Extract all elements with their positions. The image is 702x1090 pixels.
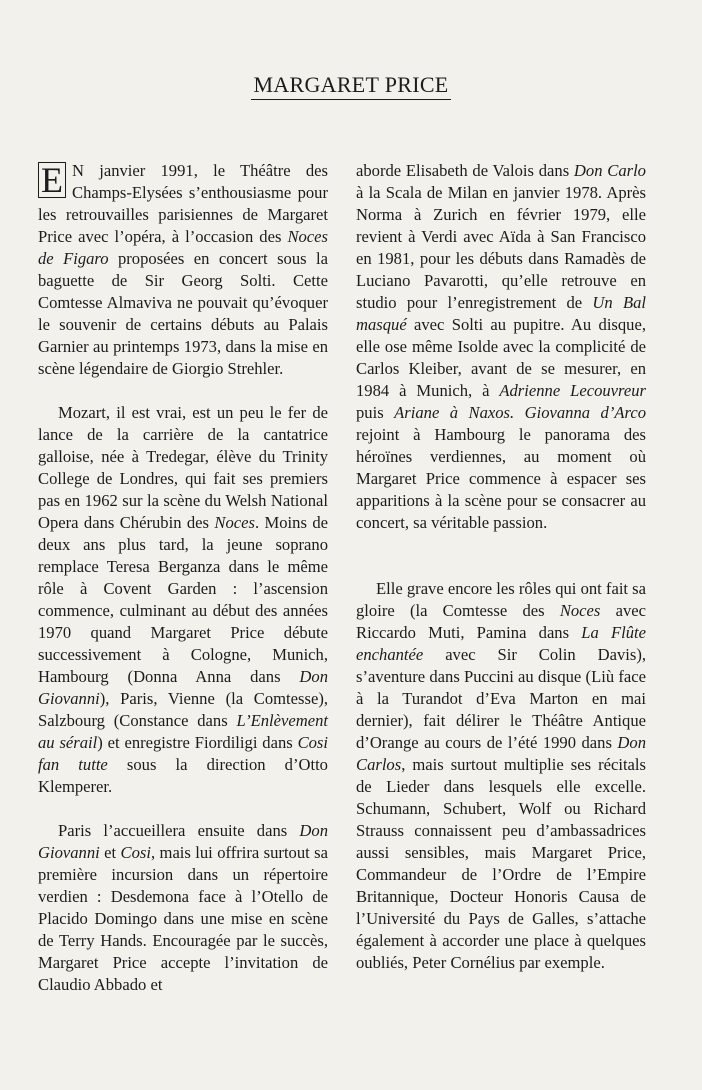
paragraph: Mozart, il est vrai, est un peu le fer de lance de la carrière de la cantatrice galloise, née à Tredegar, élève du Trinity College de Londres, qui fait ses premiers pas en 1962 sur la scène du Welsh National Opera dans Chérubin des Noces. Moins de deux ans plus tard, la jeune soprano remplace Teresa Berganza dans le même rôle à Covent Garden : l’ascension commence, culminant au début des années 1970 quand Margaret Price débute successivement à Cologne, Munich, Hambourg (Donna Anna dans Don Giovanni), Paris, Vienne (la Comtesse), Salzbourg (Constance dans L’Enlèvement au sérail) et enregistre Fiordiligi dans Cosi fan tutte sous la direction d’Otto Klemperer. xyxy=(38,403,328,796)
right-column xyxy=(356,160,646,974)
page-title: MARGARET PRICE xyxy=(0,72,702,98)
paragraph: aborde Elisabeth de Valois dans Don Carlo à la Scala de Milan en janvier 1978. Après Norma à Zurich en février 1979, elle revient à Verdi avec Aïda à San Francisco en 1981, pour les débuts dans Ramadès de Luciano Pavarotti, qu’elle retrouve en studio pour l’enregistrement de Un Bal masqué avec Solti au pupitre. Au disque, elle ose même Isolde avec la complicité de Carlos Kleiber, avant de se mesurer, en 1984 à Munich, à Adrienne Lecouvreur puis Ariane à Naxos. Giovanna d’Arco rejoint à Hambourg le panorama des héroïnes verdiennes, au moment où Margaret Price commence à espacer ses apparitions à la scène pour se consacrer au concert, sa véritable passion. xyxy=(356,161,647,532)
left-column xyxy=(38,160,328,996)
paragraph: Paris l’accueillera ensuite dans Don Giovanni et Cosi, mais lui offrira surtout sa première incursion dans un répertoire verdien : Desdemona face à l’Otello de Placido Domingo dans une mise en scène de Terry Hands. Encouragée par le succès, Margaret Price accepte l’invitation de Claudio Abbado et xyxy=(38,821,328,994)
drop-cap: E xyxy=(38,162,66,198)
paragraph: E N janvier 1991, le Théâtre des Champs-Elysées s’enthousiasme pour les retrouvailles parisiennes de Margaret Price avec l’opéra, à l’occasion des Noces de Figaro proposées en concert sous la baguette de Sir Georg Solti. Cette Comtesse Almaviva ne pouvait qu’évoquer le souvenir de certains débuts au Palais Garnier au printemps 1973, dans la mise en scène légendaire de Giorgio Strehler. xyxy=(38,160,328,378)
paragraph: Elle grave encore les rôles qui ont fait sa gloire (la Comtesse des Noces avec Riccardo Muti, Pamina dans La Flûte enchantée avec Sir Colin Davis), s’aventure dans Puccini au disque (Liù face à la Turandot d’Eva Marton en mai dernier), fait délirer le Théâtre Antique d’Orange au cours de l’été 1990 dans Don Carlos, mais surtout multiplie ses récitals de Lieder dans lesquels elle excelle. Schumann, Schubert, Wolf ou Richard Strauss connaissent peu d’ambassadrices aussi sensibles, mais Margaret Price, Commandeur de l’Ordre de l’Empire Britannique, Docteur Honoris Causa de l’Université du Pays de Galles, s’attache également à accorder une place à quelques oubliés, Peter Cornélius par exemple. xyxy=(356,579,647,972)
